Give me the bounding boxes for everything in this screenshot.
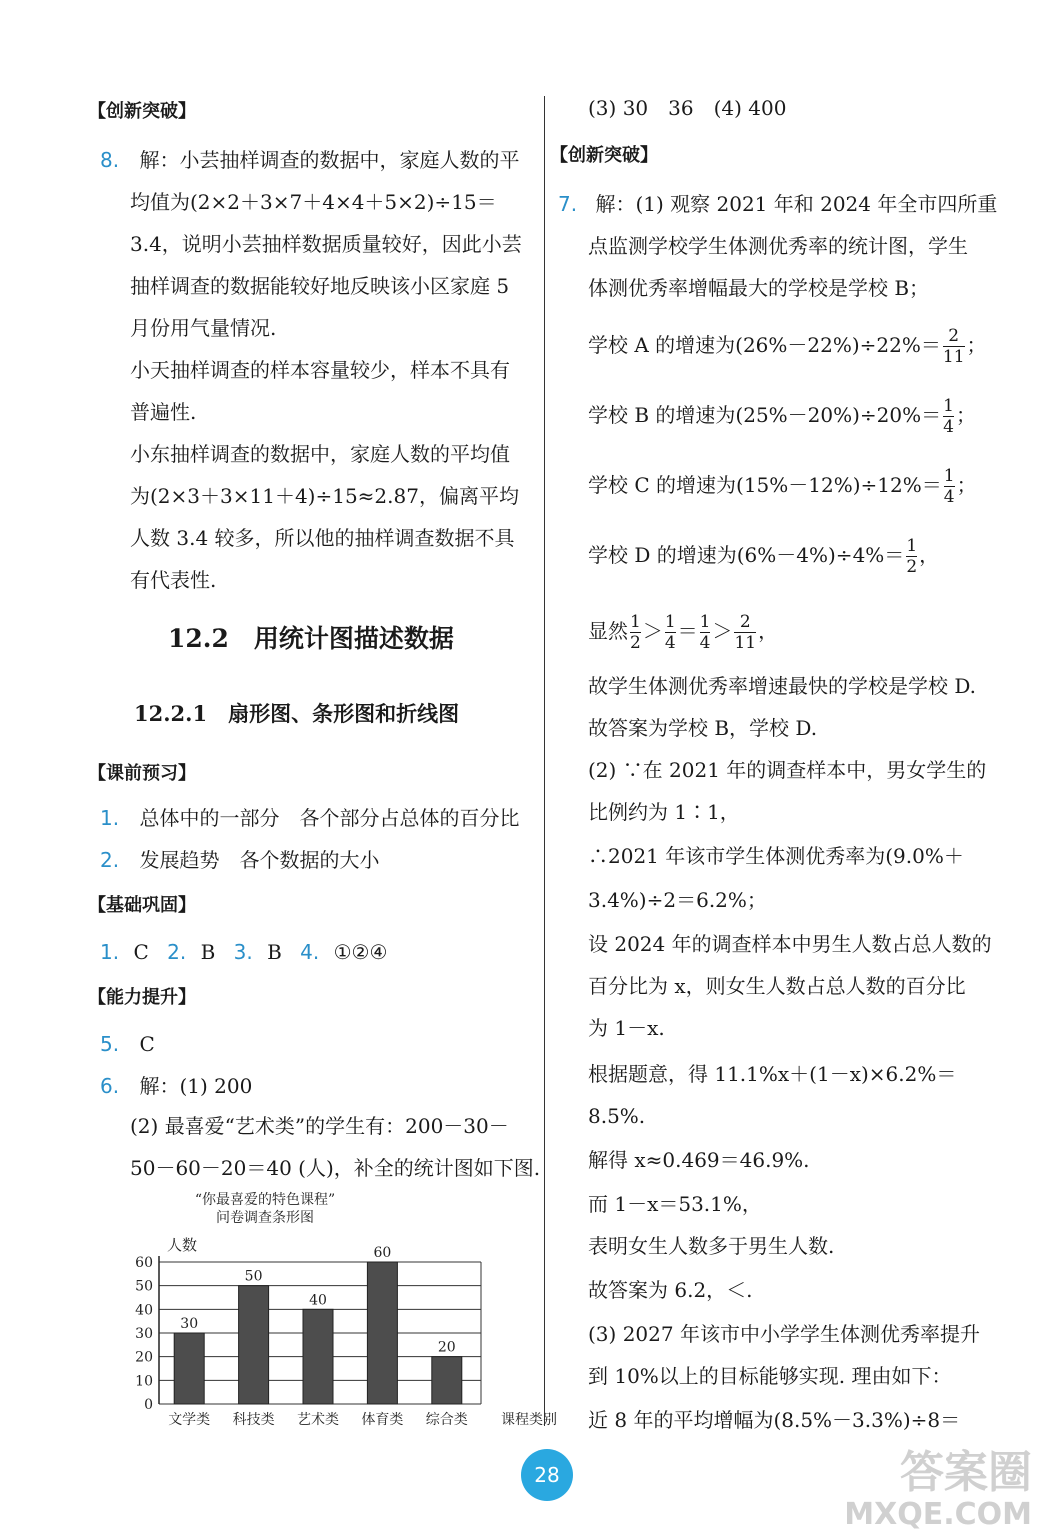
bar-value-label: 40 [309, 1292, 327, 1309]
section-basic: 【基础巩固】 [88, 895, 196, 916]
section-heading-12-2: 12.2 用统计图描述数据 [168, 624, 454, 653]
rate-a-fraction [943, 326, 965, 367]
bar-value-label: 50 [244, 1268, 263, 1285]
compare-op-2: ＝ [677, 619, 698, 643]
y-tick-label: 50 [135, 1278, 153, 1295]
q7-b-line-17: 到 10%以上的目标能够实现. 理由如下： [588, 1364, 952, 1388]
chart-ylabel: 人数 [167, 1236, 198, 1254]
compare-frac-3 [700, 612, 711, 653]
q6-line-1 [100, 1072, 252, 1100]
rate-a-den: 11 [942, 347, 965, 367]
compare-f1-num: 1 [630, 612, 641, 632]
chart-title: “你最喜爱的特色课程” [194, 1192, 336, 1208]
y-tick-label: 30 [135, 1326, 153, 1342]
q7-b-line-16: (3) 2027 年该市中小学学生体测优秀率提升 [588, 1322, 980, 1346]
y-tick-label: 0 [144, 1397, 153, 1413]
rate-school-d [588, 536, 939, 577]
x-tick-label: 综合类 [425, 1412, 468, 1428]
preview-answer-2: 发展趋势 各个数据的大小 [139, 848, 380, 872]
section-innovation-left: 【创新突破】 [88, 101, 196, 122]
rate-b-fraction [943, 396, 954, 437]
section-ability: 【能力提升】 [88, 987, 196, 1008]
bar [303, 1309, 333, 1404]
q7-b-line-6: 3.4%)÷2＝6.2%； [588, 888, 767, 912]
x-tick-label: 科技类 [232, 1412, 275, 1428]
basic-number-2: 2. [167, 940, 187, 964]
preview-item-1 [100, 804, 519, 832]
q8-line-10: 人数 3.4 较多，所以他的抽样调查数据不具 [130, 526, 515, 550]
q7-b-line-14: 表明女生人数多于男生人数. [588, 1234, 835, 1258]
rate-c-fraction [944, 466, 955, 507]
q5-answer: C [139, 1032, 155, 1056]
y-tick-label: 10 [135, 1373, 153, 1390]
page-number-badge: 28 [521, 1449, 573, 1501]
compare-f4-den: 11 [734, 633, 757, 653]
chart-subtitle: 问卷调查条形图 [216, 1210, 314, 1226]
rate-b-text: 学校 B 的增速为(25%－20%)÷20%＝ [588, 403, 942, 427]
bar [367, 1262, 397, 1404]
rate-d-fraction [906, 536, 917, 577]
x-tick-label: 体育类 [361, 1412, 404, 1428]
q5-number: 5. [100, 1032, 120, 1056]
q7-b-line-7: 设 2024 年的调查样本中男生人数占总人数的 [588, 932, 992, 956]
compare-post: ， [758, 619, 779, 643]
rate-comparison [588, 612, 778, 653]
watermark [844, 1448, 1032, 1532]
basic-answer-2: B [200, 940, 216, 964]
rate-c-num: 1 [943, 466, 955, 486]
q7-b-line-11: 8.5%. [588, 1104, 646, 1128]
q7-b-line-4: 比例约为 1∶1， [588, 800, 740, 824]
bar [432, 1357, 462, 1404]
y-tick-label: 40 [135, 1302, 153, 1319]
q8-line-9: 为(2×3＋3×11＋4)÷15≈2.87，偏离平均 [130, 484, 519, 508]
q5 [100, 1030, 155, 1058]
preview-answer-1: 总体中的一部分 各个部分占总体的百分比 [139, 806, 520, 830]
chart-xlabel: 课程类别 [501, 1412, 557, 1428]
q7-b-line-1: 故学生体测优秀率增速最快的学校是学校 D. [588, 674, 977, 698]
basic-answers [100, 938, 387, 966]
basic-number-1: 1. [100, 940, 120, 964]
bar-chart [125, 1192, 557, 1432]
rate-b-num: 1 [943, 396, 954, 416]
compare-f2-den: 4 [664, 633, 676, 653]
q8-line-7: 普遍性. [130, 400, 197, 424]
q6-text-1: 解：(1) 200 [139, 1074, 253, 1098]
q8-line-11: 有代表性. [130, 568, 217, 592]
q8-line-8: 小东抽样调查的数据中，家庭人数的平均值 [130, 442, 510, 466]
bar-value-label: 30 [180, 1316, 199, 1332]
q7-line-3: 体测优秀率增幅最大的学校是学校 B； [588, 276, 930, 300]
q7-b-line-3: (2) ∵在 2021 年的调查样本中，男女学生的 [588, 758, 987, 782]
basic-answer-3: B [267, 940, 282, 964]
compare-f3-num: 1 [699, 612, 711, 632]
rate-b-den: 4 [943, 417, 954, 437]
compare-frac-1 [630, 612, 641, 653]
x-tick-label: 艺术类 [297, 1412, 339, 1428]
q8-line-2: 均值为(2×2＋3×7＋4×4＋5×2)÷15＝ [130, 190, 497, 214]
compare-f4-num: 2 [739, 612, 751, 632]
q7-b-line-15: 故答案为 6.2，＜. [588, 1278, 753, 1302]
compare-frac-4 [734, 612, 756, 653]
bar-value-label: 20 [437, 1339, 456, 1356]
compare-op-3: ＞ [712, 619, 733, 643]
section-preview: 【课前预习】 [88, 763, 196, 784]
rate-c-post: ； [956, 473, 977, 497]
compare-f1-den: 2 [630, 633, 641, 653]
preview-number-2: 2. [100, 848, 120, 872]
rate-a-text: 学校 A 的增速为(26%－22%)÷22%＝ [588, 333, 941, 357]
rate-a-post: ； [966, 333, 987, 357]
preview-number-1: 1. [100, 806, 120, 830]
rate-school-a [588, 326, 987, 367]
q8-line-3: 3.4，说明小芸抽样数据质量较好，因此小芸 [130, 232, 522, 256]
compare-frac-2 [665, 612, 676, 653]
rate-d-den: 2 [906, 557, 918, 577]
y-tick-label: 20 [135, 1349, 153, 1366]
q7-text-1: 解：(1) 观察 2021 年和 2024 年全市四所重 [595, 192, 998, 216]
q7-b-line-13: 而 1－x＝53.1%， [588, 1192, 762, 1216]
bar-value-label: 60 [373, 1245, 392, 1261]
subsection-heading-12-2-1: 12.2.1 扇形图、条形图和折线图 [134, 701, 460, 726]
watermark-logo-text: 答案圈 [900, 1447, 1032, 1498]
q6-number: 6. [100, 1074, 120, 1098]
rate-b-post: ； [955, 403, 976, 427]
rate-d-text: 学校 D 的增速为(6%－4%)÷4%＝ [588, 543, 905, 567]
compare-f3-den: 4 [699, 633, 711, 653]
basic-number-3: 3. [233, 940, 253, 964]
q8-line-5: 月份用气量情况. [130, 316, 277, 340]
q7-b-line-12: 解得 x≈0.469＝46.9%. [588, 1148, 810, 1172]
section-innovation-right: 【创新突破】 [550, 145, 658, 166]
rate-school-c [588, 466, 977, 507]
q6-line-3: 50－60－20＝40 (人)，补全的统计图如下图. [130, 1156, 541, 1180]
rate-c-text: 学校 C 的增速为(15%－12%)÷12%＝ [588, 473, 942, 497]
rate-d-post: ， [919, 543, 940, 567]
preview-item-2 [100, 846, 379, 874]
basic-answer-1: C [133, 940, 149, 964]
basic-number-4: 4. [300, 940, 320, 964]
q7-b-line-9: 为 1－x. [588, 1016, 665, 1040]
bar [174, 1333, 204, 1404]
q6-part-3-4-answers: (3) 30 36 (4) 400 [588, 96, 787, 120]
q8-line-1 [100, 146, 519, 174]
q7-b-line-8: 百分比为 x，则女生人数占总人数的百分比 [588, 974, 966, 998]
q7-line-2: 点监测学校学生体测优秀率的统计图，学生 [588, 234, 968, 258]
compare-op-1: ＞ [642, 619, 663, 643]
bar [239, 1286, 269, 1404]
compare-f2-num: 1 [664, 612, 676, 632]
x-tick-label: 文学类 [168, 1412, 211, 1428]
rate-school-b [588, 396, 976, 437]
q8-line-6: 小天抽样调查的样本容量较少，样本不具有 [130, 358, 510, 382]
compare-pre: 显然 [588, 619, 628, 643]
q8-text-1: 解：小芸抽样调查的数据中，家庭人数的平 [139, 148, 520, 172]
q7-number: 7. [558, 192, 578, 216]
rate-d-num: 1 [906, 536, 918, 556]
q8-line-4: 抽样调查的数据能较好地反映该小区家庭 5 [130, 274, 510, 298]
watermark-url: MXQE.COM [844, 1497, 1032, 1532]
basic-answer-4: ①②④ [333, 940, 388, 964]
q7-b-line-5: ∴2021 年该市学生体测优秀率为(9.0%＋ [588, 844, 964, 868]
bar-chart-svg [125, 1192, 557, 1432]
q7-b-line-18: 近 8 年的平均增幅为(8.5%－3.3%)÷8＝ [588, 1408, 961, 1432]
q8-number: 8. [100, 148, 120, 172]
q7-b-line-10: 根据题意，得 11.1%x＋(1－x)×6.2%＝ [588, 1062, 957, 1086]
q7-line-1 [558, 190, 997, 218]
rate-a-num: 2 [948, 326, 960, 346]
q7-b-line-2: 故答案为学校 B，学校 D. [588, 716, 818, 740]
rate-c-den: 4 [943, 487, 955, 507]
y-tick-label: 60 [135, 1255, 153, 1271]
q6-line-2: (2) 最喜爱“艺术类”的学生有：200－30－ [130, 1114, 509, 1138]
